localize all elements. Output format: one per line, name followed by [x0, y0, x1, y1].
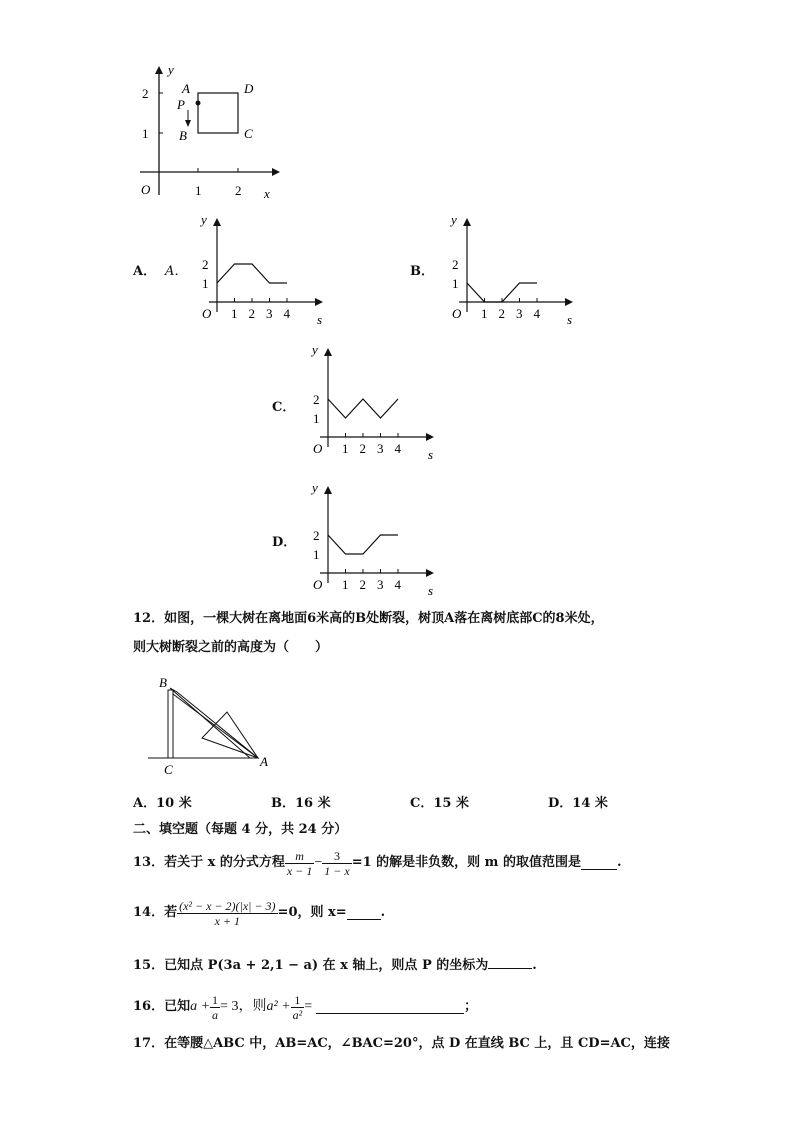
option-a-graph [195, 210, 325, 325]
q13-frac2 [322, 849, 351, 878]
y-tick-label: 1 [313, 411, 320, 426]
q15 [133, 956, 537, 974]
option-b-label: B． [410, 264, 434, 279]
option-a-extra: A． [165, 264, 188, 279]
y-tick-label: 1 [452, 276, 459, 291]
point-p [196, 101, 201, 106]
label-b: B [179, 128, 187, 143]
y-arrow [463, 218, 471, 226]
q13-blank[interactable] [581, 857, 617, 870]
option-d-graph [306, 478, 436, 596]
y-tick-label: 2 [452, 257, 459, 272]
y-tick-label: 2 [202, 257, 209, 272]
q15-text: 15．已知点 P(3a + 2,1 − a) 在 x 轴上，则点 P 的坐标为 [133, 958, 489, 973]
q13-frac1 [285, 849, 314, 878]
x-arrow [426, 569, 434, 577]
q16-frac2-num: 1 [291, 993, 305, 1008]
y-arrow [155, 66, 163, 74]
x-tick-label: 2 [359, 441, 366, 456]
q15-end: . [532, 958, 537, 973]
origin-label: O [313, 577, 323, 592]
x-tick-label: 4 [533, 306, 540, 321]
origin-label: O [202, 306, 212, 321]
tree-label-a: A [260, 754, 268, 769]
series-line-c [328, 399, 398, 418]
q14-frac-den: x + 1 [214, 913, 241, 928]
y-axis-label: y [312, 342, 318, 357]
x-tick-label: 2 [498, 306, 505, 321]
q12-line1: 12．如图，一棵大树在离地面6米高的B处断裂，树顶A落在离树底部C的8米处， [133, 611, 604, 626]
q16-frac2 [291, 993, 305, 1022]
label-x2: 2 [235, 183, 242, 198]
q16-a2: a² + [266, 999, 291, 1014]
tree-label-c: C [164, 762, 173, 777]
q16-end: ； [464, 999, 478, 1014]
label-y1: 1 [142, 126, 149, 141]
section-heading: 二、填空题（每题 4 分，共 24 分） [133, 822, 348, 837]
x-tick-label: 1 [342, 577, 349, 592]
x-tick-label: 1 [342, 441, 349, 456]
y-axis-label: y [312, 480, 318, 495]
q16 [133, 989, 477, 1025]
q13-pre: 13．若关于 x 的分式方程 [133, 855, 285, 870]
x-tick-label: 3 [377, 441, 384, 456]
x-tick-label: 3 [266, 306, 273, 321]
q14 [133, 891, 385, 935]
x-tick-label: 1 [231, 306, 238, 321]
q13-minus: − [314, 855, 323, 870]
label-p: P [177, 97, 185, 112]
q13-frac1-den: x − 1 [286, 863, 313, 878]
q16-frac1-num: 1 [212, 992, 219, 1007]
x-tick-label: 4 [394, 441, 401, 456]
q12-line2: 则大树断裂之前的高度为（ ） [133, 640, 329, 655]
q12-option-d: D．14 米 [548, 796, 608, 811]
q16-pre: 16．已知 [133, 999, 191, 1014]
q17-text: 17．在等腰△ABC 中，AB=AC，∠BAC=20°，点 D 在直线 BC 上，且 CD=AC，连接 [133, 1036, 670, 1051]
q14-post: =0，则 x= [277, 905, 347, 920]
label-c: C [244, 126, 253, 141]
hypotenuse [173, 694, 258, 758]
q16-blank[interactable] [316, 1001, 464, 1014]
x-arrow [315, 298, 323, 306]
x-tick-label: 2 [359, 577, 366, 592]
x-tick-label: 3 [377, 577, 384, 592]
q13 [133, 846, 622, 880]
label-y: y [168, 62, 174, 77]
s-axis-label: s [317, 312, 323, 325]
s-axis-label: s [428, 447, 434, 460]
q14-end: . [380, 905, 386, 920]
x-tick-label: 1 [481, 306, 488, 321]
y-arrow [324, 348, 332, 356]
q13-post: =1 的解是非负数，则 m 的取值范围是 [351, 855, 581, 870]
q14-frac-num: (x² − x − 2)(|x| − 3) [179, 898, 276, 913]
tree-label-b: B [159, 675, 167, 690]
y-tick-label: 2 [313, 392, 320, 407]
q15-blank[interactable] [488, 956, 532, 969]
q16-eq2: = [304, 999, 313, 1014]
s-axis-label: s [567, 312, 573, 325]
q16-frac1-den: a [212, 1007, 219, 1022]
q12-option-c: C．15 米 [410, 796, 469, 811]
label-d: D [244, 81, 254, 96]
label-y2: 2 [142, 86, 149, 101]
y-arrow [213, 218, 221, 226]
x-arrow [426, 433, 434, 441]
q16-a1: a + [190, 999, 211, 1014]
x-arrow [565, 298, 573, 306]
origin-label: O [452, 306, 462, 321]
q13-frac2-num: 3 [322, 849, 351, 864]
s-axis-label: s [428, 583, 434, 596]
x-tick-label: 4 [394, 577, 401, 592]
y-arrow [324, 486, 332, 494]
label-a: A [182, 81, 190, 96]
option-c-graph [306, 340, 436, 460]
q13-frac2-den: 1 − x [324, 863, 350, 878]
x-tick-label: 3 [516, 306, 523, 321]
square-abcd [198, 93, 238, 133]
p-arrowhead [185, 120, 191, 127]
q12-option-a: A．10 米 [133, 796, 192, 811]
q14-frac [177, 899, 277, 928]
tree-trunk [168, 690, 173, 758]
x-tick-label: 4 [283, 306, 290, 321]
q16-frac2-den: a² [292, 1007, 303, 1022]
q13-end: . [616, 855, 622, 870]
series-line-a [217, 264, 287, 283]
option-a-label: A． [133, 264, 157, 279]
tree-figure [140, 672, 290, 782]
q13-frac1-num: m [285, 849, 314, 864]
x-tick-label: 2 [248, 306, 255, 321]
option-d-label: D． [272, 535, 297, 550]
q16-eq1: = 3，则 [220, 999, 267, 1014]
origin-label: O [313, 441, 323, 456]
y-tick-label: 1 [313, 547, 320, 562]
q12-option-b: B．16 米 [271, 796, 331, 811]
label-x1: 1 [195, 183, 202, 198]
y-tick-label: 2 [313, 528, 320, 543]
option-c-label: C． [272, 400, 296, 415]
y-tick-label: 1 [202, 276, 209, 291]
y-axis-label: y [451, 212, 457, 227]
x-arrow [272, 168, 280, 176]
q16-frac1 [210, 993, 220, 1022]
label-x: x [264, 186, 270, 201]
main-figure [130, 60, 290, 205]
q14-blank[interactable] [347, 907, 381, 920]
y-axis-label: y [201, 212, 207, 227]
label-origin: O [141, 182, 151, 197]
q14-pre: 14．若 [133, 905, 178, 920]
option-b-graph [445, 210, 575, 325]
series-line-d [328, 535, 398, 554]
